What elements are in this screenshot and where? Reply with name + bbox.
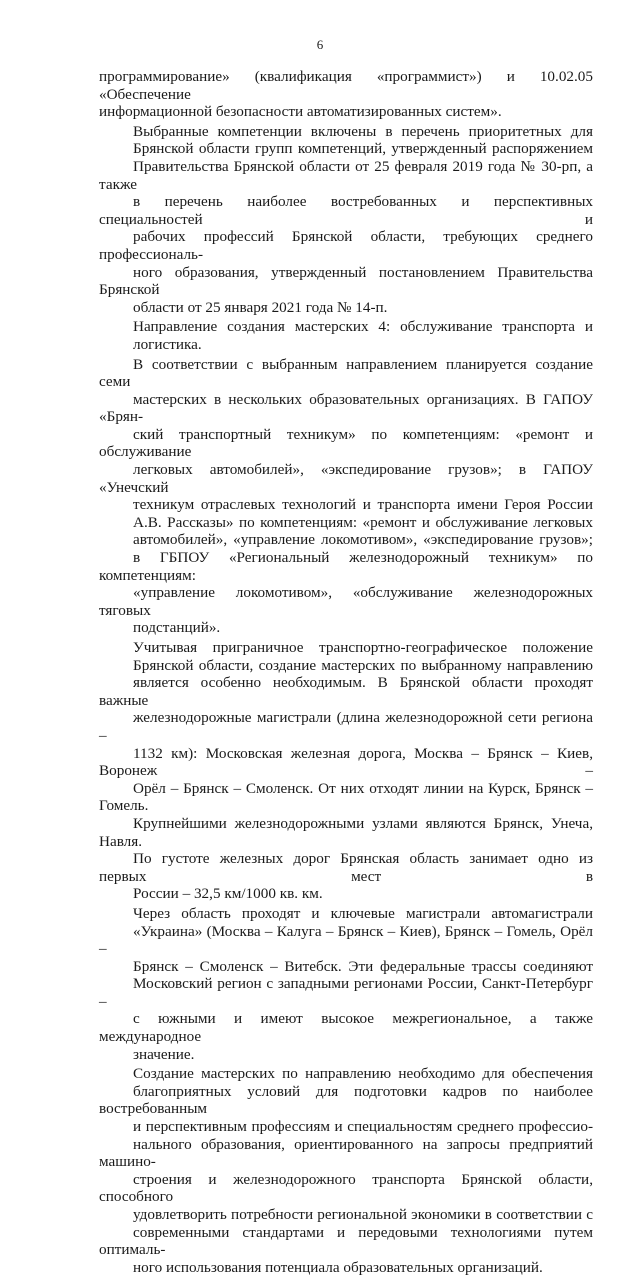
text-line: удовлетворить потребности региональной экономики в соответствии с [133, 1206, 593, 1223]
page-number: 6 [316, 37, 324, 52]
paragraph [99, 1065, 593, 1276]
text-line: Выбранные компетенции включены в перечень приоритетных для [133, 122, 593, 140]
text-line: Орёл – Брянск – Смоленск. От них отходят линии на Курск, Брянск – Гомель. [99, 779, 593, 815]
paragraph [99, 68, 593, 121]
text-line: мастерских в нескольких образовательных организациях. В ГАПОУ «Брян- [99, 390, 593, 426]
text-line: России – 32,5 км/1000 кв. км. [133, 885, 323, 903]
text-line: Брянск – Смоленск – Витебск. Эти федеральные трассы соединяют [133, 957, 593, 975]
text-line: в перечень наиболее востребованных и перспективных специальностей и [99, 193, 593, 228]
paragraph [99, 318, 593, 353]
text-line: современными стандартами и передовыми технологиями путем оптималь- [99, 1223, 593, 1259]
paragraph [99, 123, 593, 317]
text-line: 1132 км): Московская железная дорога, Москва – Брянск – Киев, Воронеж – [99, 744, 593, 780]
paragraph [99, 356, 593, 638]
text-line: Брянской области, создание мастерских по выбранному направлению [133, 656, 593, 674]
text-line: Направление создания мастерских 4: обслуживание транспорта и [133, 318, 593, 336]
text-line: в ГБПОУ «Региональный железнодорожный техникум» по компетенциям: [99, 549, 593, 584]
text-line: значение. [133, 1045, 195, 1063]
text-line: Московский регион с западными регионами России, Санкт-Петербург – [99, 975, 593, 1010]
text-line: и перспективным профессиям и специальностям среднего профессио- [133, 1118, 593, 1136]
text-line: Правительства Брянской области от 25 февраля 2019 года № 30-рп, а также [99, 157, 593, 193]
paragraph [99, 905, 593, 1063]
text-line: рабочих профессий Брянской области, требующих среднего профессиональ- [99, 228, 593, 263]
text-line: Создание мастерских по направлению необходимо для обеспечения [133, 1065, 593, 1083]
text-line: с южными и имеют высокое межрегиональное, а также международное [99, 1010, 593, 1046]
text-line: Крупнейшими железнодорожными узлами являются Брянск, Унеча, Навля. [99, 814, 593, 850]
text-line: По густоте железных дорог Брянская область занимает одно из первых мест в [99, 850, 593, 885]
document-body [99, 68, 593, 1276]
text-line: логистика. [133, 335, 202, 353]
text-line: информационной безопасности автоматизированных систем». [99, 103, 502, 121]
text-line: железнодорожные магистрали (длина железнодорожной сети региона – [99, 709, 593, 744]
text-line: области от 25 января 2021 года № 14-п. [133, 298, 388, 316]
text-line: Брянской области групп компетенций, утвержденный распоряжением [133, 140, 593, 158]
text-line: ного образования, утвержденный постановлением Правительства Брянской [99, 263, 593, 299]
text-line: благоприятных условий для подготовки кадров по наиболее востребованным [99, 1082, 593, 1118]
paragraph [99, 639, 593, 903]
text-line: А.В. Рассказы» по компетенциям: «ремонт и обслуживание легковых [133, 513, 593, 531]
text-line: Учитывая приграничное транспортно-географическое положение [133, 639, 593, 656]
text-line: техникум отраслевых технологий и транспорта имени Героя России [133, 496, 593, 514]
text-line: В соответствии с выбранным направлением планируется создание семи [99, 355, 593, 391]
text-line: является особенно необходимым. В Брянской области проходят важные [99, 674, 593, 709]
text-line: автомобилей», «управление локомотивом», «экспедирование грузов»; [133, 531, 593, 549]
text-line: Через область проходят и ключевые магистрали автомагистрали [133, 904, 593, 922]
text-line: программирование» (квалификация «программист») и 10.02.05 «Обеспечение [99, 68, 593, 103]
text-line: ский транспортный техникум» по компетенциям: «ремонт и обслуживание [99, 425, 593, 461]
text-line: легковых автомобилей», «экспедирование грузов»; в ГАПОУ «Унечский [99, 461, 593, 496]
text-line: ного использования потенциала образовательных организаций. [133, 1258, 543, 1276]
text-line: подстанций». [133, 619, 221, 637]
text-line: нального образования, ориентированного на запросы предприятий машино- [99, 1135, 593, 1171]
text-line: «Украина» (Москва – Калуга – Брянск – Киев), Брянск – Гомель, Орёл – [99, 922, 593, 958]
text-line: «управление локомотивом», «обслуживание железнодорожных тяговых [99, 584, 593, 619]
text-line: строения и железнодорожного транспорта Брянской области, способного [99, 1170, 593, 1206]
